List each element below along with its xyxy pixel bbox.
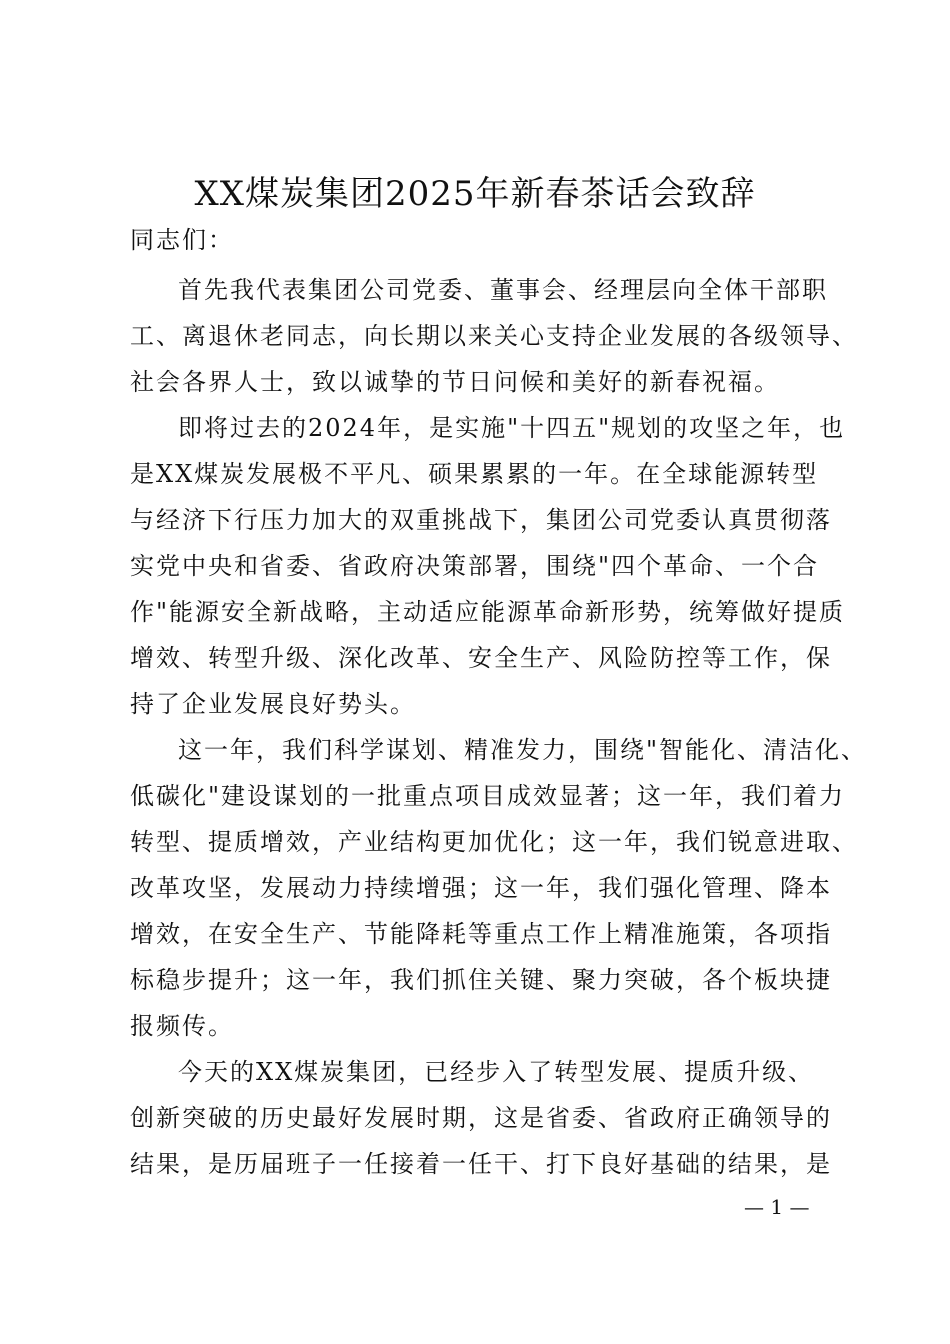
body-line: 创新突破的历史最好发展时期，这是省委、省政府正确领导的 <box>130 1104 832 1132</box>
document-title: XX煤炭集团2025年新春茶话会致辞 <box>194 174 756 214</box>
body-line: 是XX煤炭发展极不平凡、硕果累累的一年。在全球能源转型 <box>130 460 819 488</box>
body-line: 低碳化"建设谋划的一批重点项目成效显著；这一年，我们着力 <box>130 782 846 810</box>
body-line: 工、离退休老同志，向长期以来关心支持企业发展的各级领导、 <box>130 322 858 350</box>
body-line: 改革攻坚，发展动力持续增强；这一年，我们强化管理、降本 <box>130 874 832 902</box>
body-line: 持了企业发展良好势头。 <box>130 690 416 718</box>
body-line: 结果，是历届班子一任接着一任干、打下良好基础的结果，是 <box>130 1150 832 1178</box>
body-line: 社会各界人士，致以诚挚的节日问候和美好的新春祝福。 <box>130 368 780 396</box>
body-line: 即将过去的2024年，是实施"十四五"规划的攻坚之年，也 <box>178 414 846 442</box>
body-line: 增效、转型升级、深化改革、安全生产、风险防控等工作，保 <box>130 644 832 672</box>
body-line: 实党中央和省委、省政府决策部署，围绕"四个革命、一个合 <box>130 552 820 580</box>
body-line: 与经济下行压力加大的双重挑战下，集团公司党委认真贯彻落 <box>130 506 832 534</box>
body-line: 首先我代表集团公司党委、董事会、经理层向全体干部职 <box>178 276 828 304</box>
body-line: 转型、提质增效，产业结构更加优化；这一年，我们锐意进取、 <box>130 828 858 856</box>
body-line: 今天的XX煤炭集团，已经步入了转型发展、提质升级、 <box>178 1058 815 1086</box>
body-line: 标稳步提升；这一年，我们抓住关键、聚力突破，各个板块捷 <box>130 966 832 994</box>
body-line: 增效，在安全生产、节能降耗等重点工作上精准施策，各项指 <box>130 920 832 948</box>
page-number: — 1 — <box>744 1195 810 1219</box>
body-line: 报频传。 <box>130 1012 234 1040</box>
body-line: 作"能源安全新战略，主动适应能源革命新形势，统筹做好提质 <box>130 598 846 626</box>
body-line: 这一年，我们科学谋划、精准发力，围绕"智能化、清洁化、 <box>178 736 868 764</box>
salutation: 同志们： <box>130 226 234 254</box>
